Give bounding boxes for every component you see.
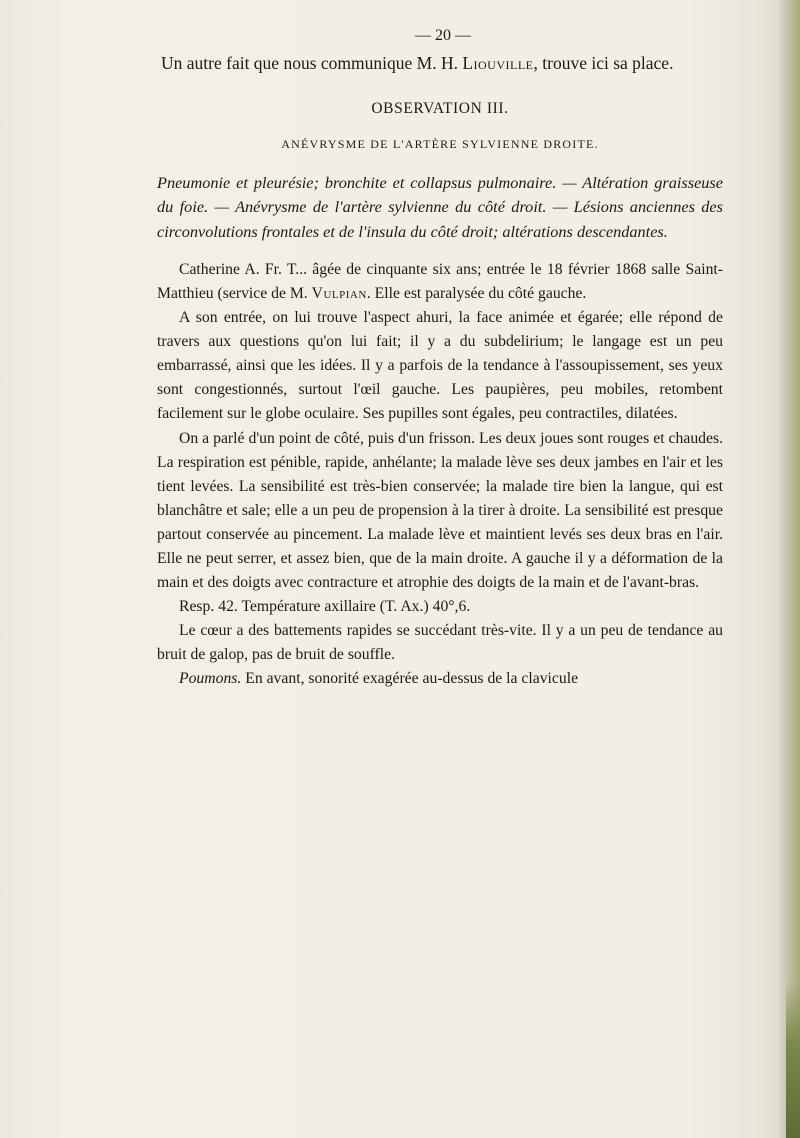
page-number: — 20 — xyxy=(415,27,471,44)
case-summary: Pneumonie et pleurésie; bronchite et collapsus pulmonaire. — Altération graisseuse du foie. — Anévrysme de l'artère sylvienne du côté droit. — Lésions anciennes des circonvolutions frontales et de l'insula du côté droit; altérations descendantes. xyxy=(157,173,723,241)
intro-text: Un autre fait que nous communique M. H. xyxy=(161,53,463,73)
paragraph-2: A son entrée, on lui trouve l'aspect ahuri, la face animée et égarée; elle répond de travers aux questions qu'on lui fait; il y a du subdelirium; le langage est un peu embarrassé, ainsi que les idées. Il y a parfois de la tendance à l'assoupissement, ses yeux sont congestionnés, surtout l'œil gauche. Les paupières, peu mobiles, retombent facilement sur le globe oculaire. Ses pupilles sont égales, peu contractiles, dilatées. xyxy=(157,309,723,423)
page-text xyxy=(157,25,723,692)
paragraph-5: Le cœur a des battements rapides se succédant très-vite. Il y a un peu de tendance au bruit de galop, pas de bruit de souffle. xyxy=(157,622,723,664)
paragraph-4: Resp. 42. Température axillaire (T. Ax.) 40°,6. xyxy=(179,598,471,616)
p6-text: En avant, sonorité exagérée au-dessus de la clavicule xyxy=(241,670,579,688)
paragraph-6 xyxy=(157,667,723,691)
paragraph-3: On a parlé d'un point de côté, puis d'un frisson. Les deux joues sont rouges et chaudes. La respiration est pénible, rapide, anhélante; la malade lève ses deux jambes en l'air et les tient levées. La sensibilité est très-bien conservée; la malade tire bien la langue, qui est blanchâtre et sale; elle a un peu de propension à la tirer à droite. La sensibilité est presque partout conservée au pincement. La malade lève et maintient levés ses deux bras en l'air. Elle ne peut serrer, et assez bien, que de la main droite. A gauche il y a déformation de la main et des doigts avec contracture et atrophie des doigts de la main et de l'avant-bras. xyxy=(157,429,723,592)
p1-text: Catherine A. Fr. T... âgée de cinquante six ans; entrée le 18 février 1868 salle Saint-Matthieu (service de M. xyxy=(157,260,723,302)
paragraph-1 xyxy=(157,258,723,306)
observation-title: OBSERVATION III. xyxy=(371,100,509,117)
p6-label: Poumons. xyxy=(179,670,242,688)
observation-subtitle: ANÉVRYSME DE L'ARTÈRE SYLVIENNE DROITE. xyxy=(281,137,599,151)
page-edge-stain xyxy=(786,980,800,1138)
case-body xyxy=(157,258,723,692)
page-edge-shadow xyxy=(778,0,800,1138)
intro-paragraph xyxy=(157,51,723,75)
intro-author: Liouville xyxy=(462,53,534,73)
p1-text-end: . Elle est paralysée du côté gauche. xyxy=(366,284,587,302)
intro-text-end: , trouve ici sa place. xyxy=(533,53,674,73)
p1-physician: Vulpian xyxy=(311,284,367,302)
